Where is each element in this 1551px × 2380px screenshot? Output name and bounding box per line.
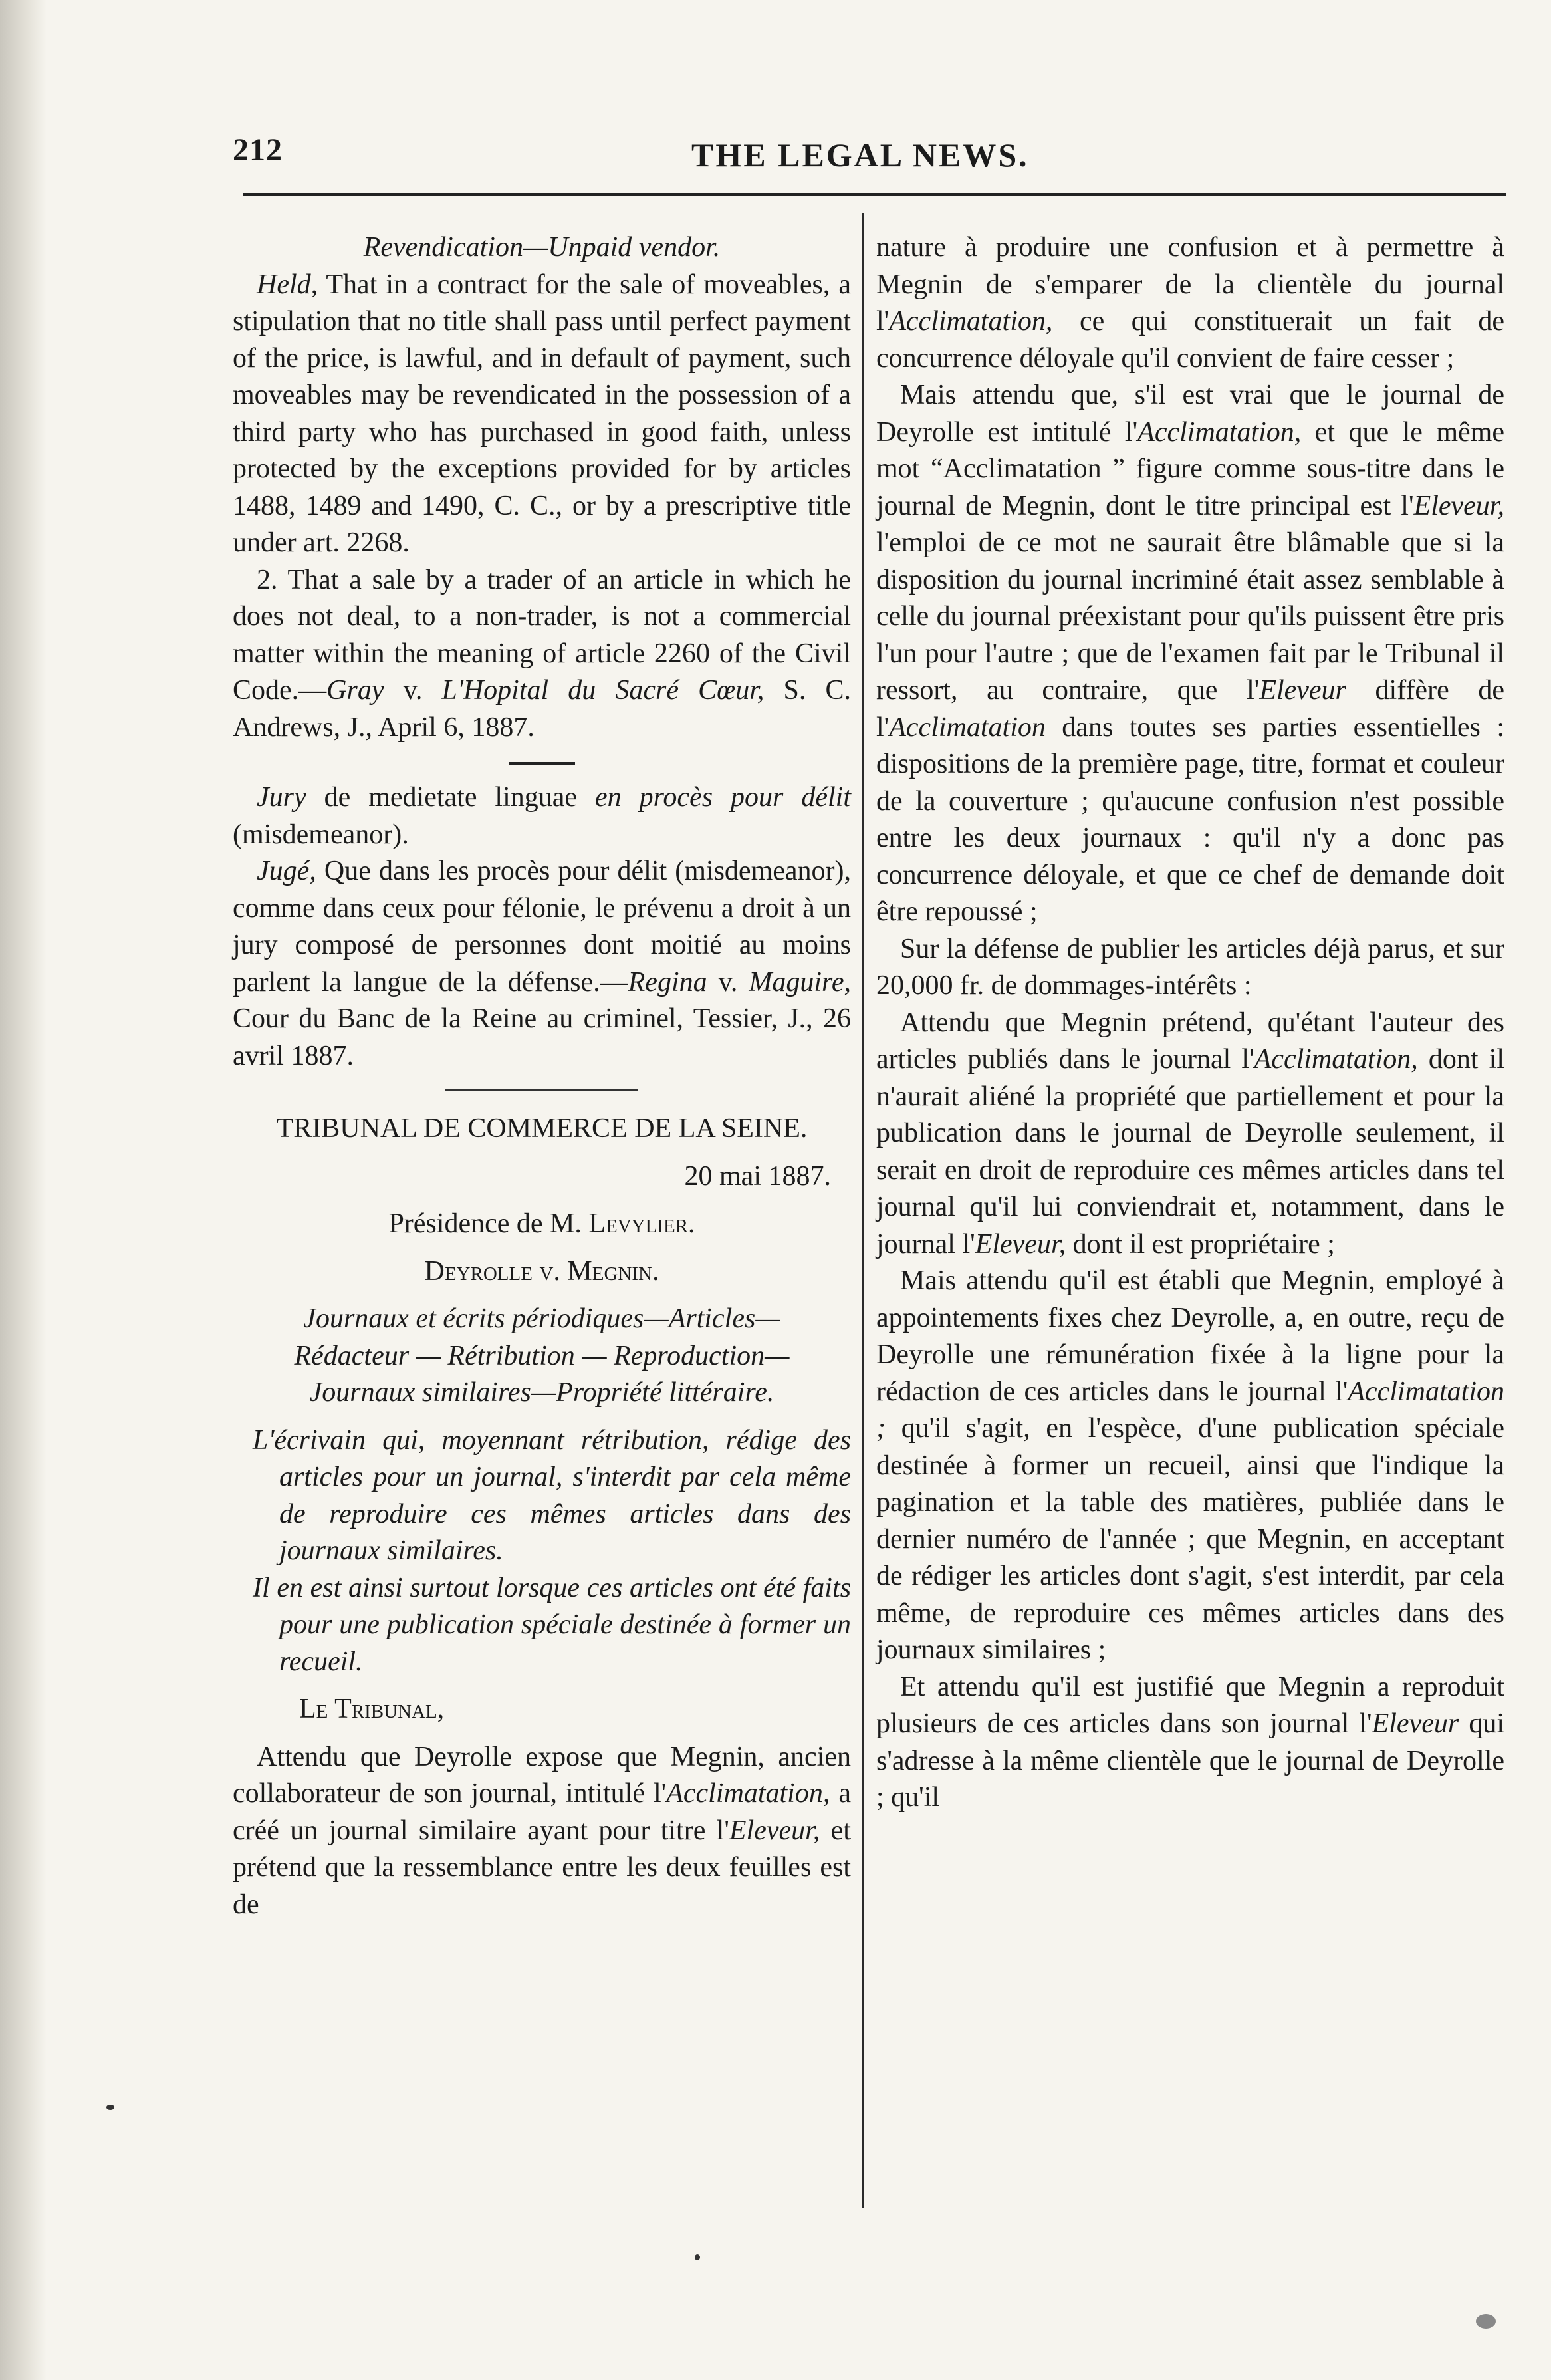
held-label: Held, <box>257 269 318 300</box>
right-p6b: Eleveur <box>1372 1708 1459 1739</box>
right-p2g: diffère de l' <box>876 675 1504 743</box>
right-p2c: et que le même mot “Acclimatation ” figure comme sous-titre dans le journal de Megnin, dont le titre principal est l' <box>876 416 1504 521</box>
right-p2b: Acclimatation, <box>1137 416 1302 448</box>
page-binding-edge <box>0 0 47 2380</box>
case-subject: Journaux et écrits périodiques—Articles—Rédacteur — Rétribution — Reproduction— Journaux similaires—Propriété littéraire. <box>294 1303 790 1408</box>
case1-v: v. <box>384 675 442 706</box>
right-p4a: Attendu que Megnin prétend, qu'étant l'auteur des articles publiés dans le journal l' <box>876 1007 1504 1075</box>
running-title: THE LEGAL NEWS. <box>691 136 1029 174</box>
scan-speck <box>1476 2314 1496 2329</box>
le-tribunal: Le Tribunal, <box>299 1694 445 1724</box>
presidence <box>233 1206 851 1243</box>
section-rule <box>509 762 575 765</box>
right-p6a: Et attendu qu'il est justifié que Megnin a reproduit plusieurs de ces articles dans son journal l' <box>876 1671 1504 1739</box>
case2-held <box>233 853 851 1075</box>
case1-title: Revendication—Unpaid vendor. <box>363 232 721 263</box>
right-p2f: Eleveur <box>1259 675 1346 706</box>
attendu-1d: Eleveur, <box>729 1815 820 1846</box>
right-p5a: Mais attendu qu'il est établi que Megnin, employé à appointements fixes chez Deyrolle, a, en outre, reçu de Deyrolle une rémunération fixée à la ligne pour la rédaction de ces articles dans le journal l' <box>876 1265 1504 1407</box>
page-header <box>233 126 1509 186</box>
case2-court: Cour du Banc de la Reine au criminel, Tessier, J., 26 avril 1887. <box>233 1003 851 1071</box>
right-column <box>876 229 1504 1817</box>
attendu-1e: et prétend que la ressemblance entre les deux feuilles est de <box>233 1815 851 1920</box>
scan-speck <box>695 2254 700 2260</box>
right-p5b: Acclimatation ; <box>876 1376 1504 1444</box>
holding-1: L'écrivain qui, moyennant rétribution, rédige des articles pour un journal, s'interdit par cela même de reproduire ces mêmes articles dans des journaux similaires. <box>253 1424 851 1566</box>
attendu-1b: Acclimatation, <box>666 1778 830 1809</box>
party-megnin: Megnin. <box>567 1256 659 1287</box>
case2-v: v. <box>707 966 749 997</box>
case1-party1: Gray <box>326 675 384 706</box>
right-p2h: Acclimatation <box>889 712 1046 743</box>
attendu-1c: a créé un journal similaire ayant pour titre l' <box>233 1778 851 1846</box>
case2-title-proces: en procès pour délit <box>595 782 851 813</box>
right-para-6 <box>876 1669 1504 1817</box>
right-p2a: Mais attendu que, s'il est vrai que le journal de Deyrolle est intitulé l' <box>876 380 1504 448</box>
column-divider <box>862 213 864 2208</box>
case2-party1: Regina <box>628 966 707 997</box>
header-rule <box>243 193 1506 196</box>
right-p4e: dont il est propriétaire ; <box>1066 1228 1335 1259</box>
right-p1c: ce qui constituerait un fait de concurrence déloyale qu'il convient de faire cesser ; <box>876 306 1504 374</box>
case2-title <box>233 779 851 853</box>
right-p1a: nature à produire une confusion et à permettre à Megnin de s'emparer de la clientèle du journal l' <box>876 232 1504 336</box>
case2-title-jury: Jury <box>257 782 306 813</box>
holding-2: Il en est ainsi surtout lorsque ces articles ont été faits pour une publication spéciale destinée à former un recueil. <box>253 1572 851 1677</box>
right-p4c: dont il n'aurait aliéné la propriété que partiellement et pour la publication dans le journal de Deyrolle seulement, il serait en droit de reproduire ces mêmes articles dans tel journal qu'il lui conviendrait et, notamment, dans le journal l' <box>876 1044 1504 1259</box>
case1-court: S. C. Andrews, J., April 6, 1887. <box>233 675 851 743</box>
right-para-1 <box>876 229 1504 377</box>
right-para-4 <box>876 1005 1504 1263</box>
tribunal-heading: TRIBUNAL DE COMMERCE DE LA SEINE. <box>276 1113 808 1144</box>
right-para-2 <box>876 377 1504 931</box>
right-p4b: Acclimatation, <box>1254 1044 1418 1075</box>
page-number: 212 <box>233 132 283 168</box>
parties-v: v. <box>532 1256 568 1287</box>
attendu-1 <box>233 1739 851 1924</box>
right-p5c: qu'il s'agit, en l'espèce, d'une publication spéciale destinée à former un recueil, ainsi que l'indique la pagination et la table des matières, publiée dans le dernier numéro de l'année ; que Megnin, en acceptant de rédiger les articles dont s'agit, s'est interdit, par cela même, de reproduire ces mêmes articles dans des journaux similaires ; <box>876 1413 1504 1665</box>
left-column <box>233 229 851 1923</box>
case2-title-latin: de medietate linguae <box>306 782 596 813</box>
case1-point2 <box>233 562 851 747</box>
case1-point2-text: 2. That a sale by a trader of an article in which he does not deal, to a non-trader, is not a commercial matter within the meaning of article 2260 of the Civil Code.— <box>233 564 851 706</box>
case2-title-misdemeanor: (misdemeanor). <box>233 819 409 850</box>
presidence-prefix: Présidence de M. <box>388 1208 589 1239</box>
right-para-5 <box>876 1263 1504 1669</box>
party-deyrolle: Deyrolle <box>424 1256 533 1287</box>
right-p2i: dans toutes ses parties essentielles : dispositions de la première page, titre, format et couleur de la couverture ; qu'aucune confusion n'est possible entre les deux journaux : qu'il n'y a donc pas concurrence déloyale, et que ce chef de demande doit être repoussé ; <box>876 712 1504 927</box>
right-p4d: Eleveur, <box>975 1228 1066 1259</box>
right-p2e: l'emploi de ce mot ne saurait être blâmable que si la disposition du journal incriminé était assez semblable à celle du journal préexistant pour qu'ils puissent être pris l'un pour l'autre ; que de l'examen fait par le Tribunal il ressort, au contraire, que l' <box>876 527 1504 706</box>
right-p6c: qui s'adresse à la même clientèle que le journal de Deyrolle ; qu'il <box>876 1708 1504 1813</box>
decision-date: 20 mai 1887. <box>684 1160 831 1192</box>
right-p1b: Acclimatation, <box>889 306 1053 336</box>
scan-speck <box>106 2105 114 2110</box>
right-p2d: Eleveur, <box>1413 490 1504 521</box>
right-para-3: Sur la défense de publier les articles déjà parus, et sur 20,000 fr. de dommages-intérêts : <box>876 933 1504 1001</box>
president-name: Levylier. <box>588 1208 695 1239</box>
attendu-1a: Attendu que Deyrolle expose que Megnin, ancien collaborateur de son journal, intitulé l' <box>233 1741 851 1809</box>
case2-held-text: Que dans les procès pour délit (misdemeanor), comme dans ceux pour félonie, le prévenu a droit à un jury composé de personnes dont moitié au moins parlent la langue de la défense.— <box>233 856 851 997</box>
section-rule-long <box>445 1089 638 1091</box>
case1-held-text: That in a contract for the sale of moveables, a stipulation that no title shall pass until perfect payment of the price, is lawful, and in default of payment, such moveables may be revendicated in the possession of a third party who has purchased in good faith, unless protected by the exceptions provided for by articles 1488, 1489 and 1490, C. C., or by a prescriptive title under art. 2268. <box>233 269 851 558</box>
case-parties <box>233 1254 851 1291</box>
juge-label: Jugé, <box>257 856 316 886</box>
case2-party2: Maguire, <box>749 966 851 997</box>
case1-held <box>233 267 851 562</box>
case1-party2: L'Hopital du Sacré Cœur, <box>441 675 765 706</box>
